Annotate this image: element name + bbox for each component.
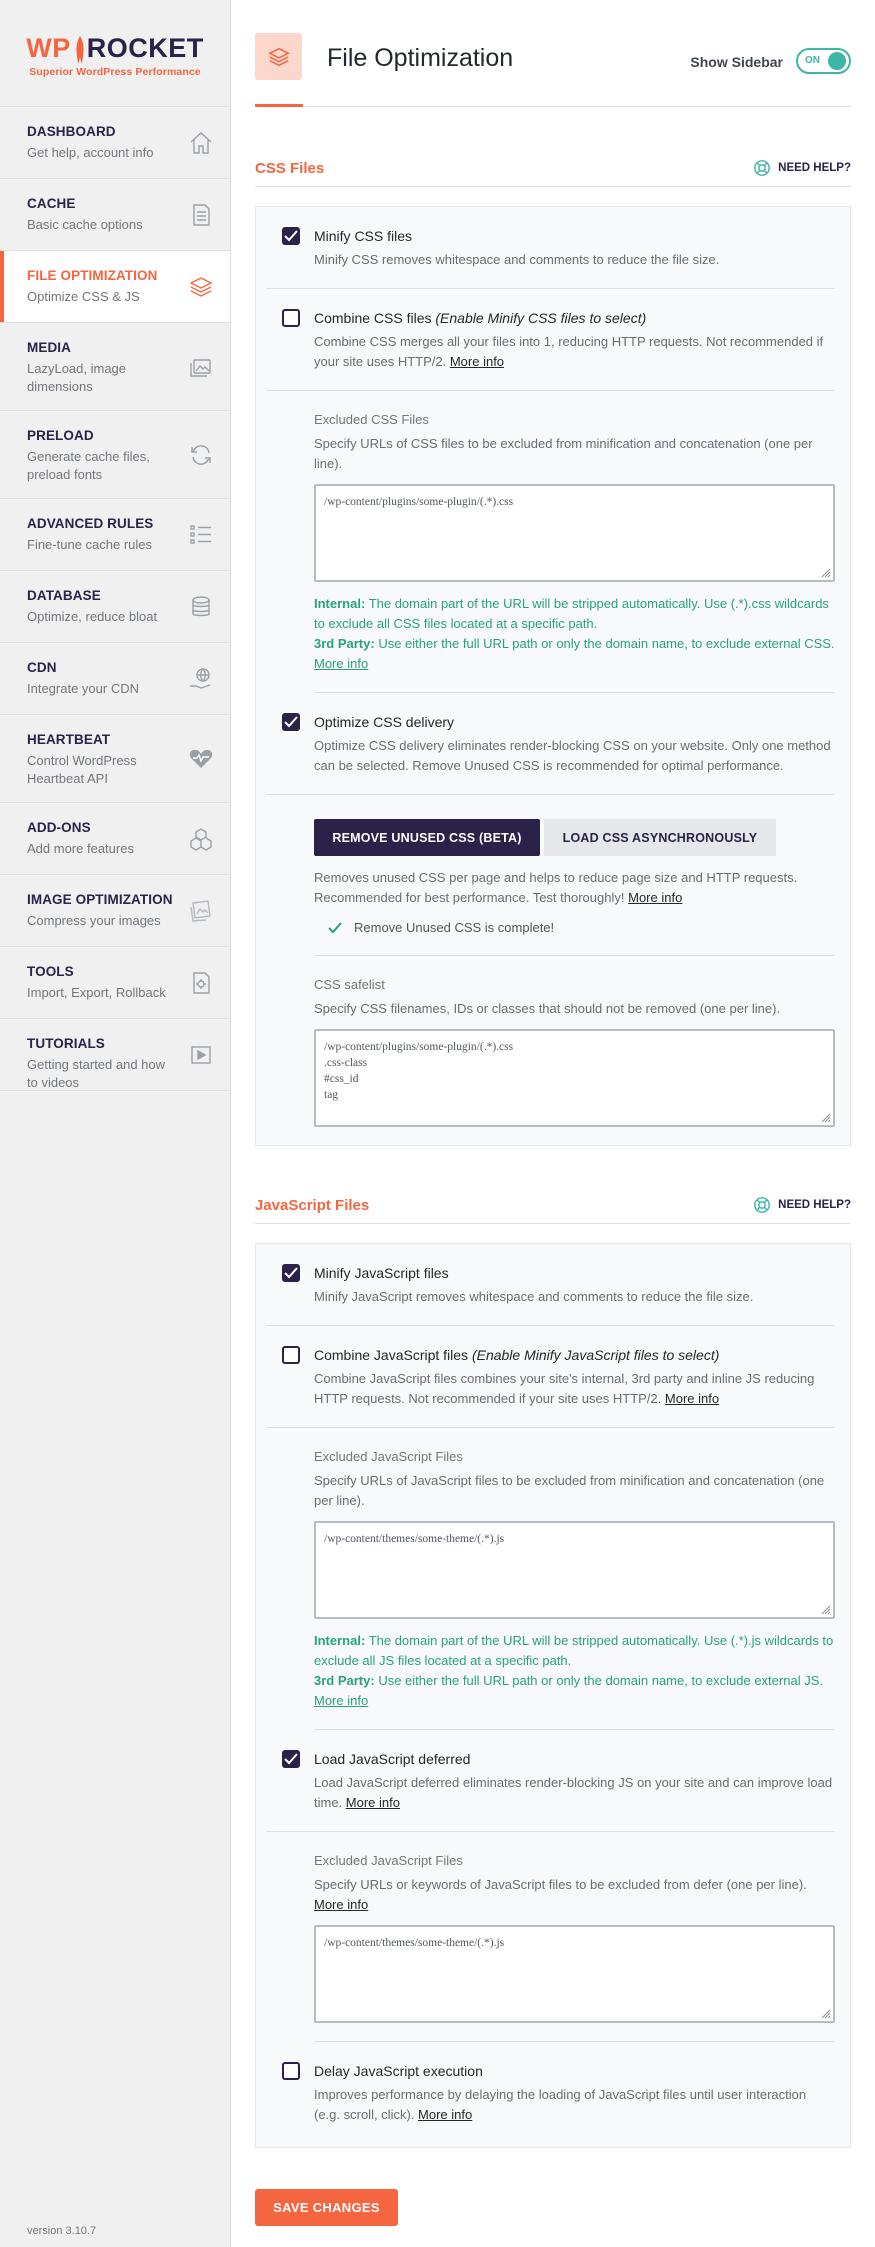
sidebar-item-desc: LazyLoad, image dimensions xyxy=(27,361,127,394)
sidebar-item-database[interactable] xyxy=(0,571,230,643)
header-accent-bar xyxy=(255,104,303,107)
option-desc: Minify CSS removes whitespace and comments to reduce the file size. xyxy=(314,252,720,267)
lifebuoy-icon xyxy=(753,159,771,177)
sidebar-item-advanced-rules[interactable] xyxy=(0,499,230,571)
version-label: version 3.10.7 xyxy=(27,2225,97,2237)
logo-rocket-text: ROCKET xyxy=(86,32,204,63)
sidebar-item-tools[interactable] xyxy=(0,947,230,1019)
sidebar-item-desc: Compress your images xyxy=(27,913,161,928)
option-desc: Optimize CSS delivery eliminates render-blocking CSS on your website. Only one method can be selected. Remove Unused CSS is recommended for optimal performance. xyxy=(314,738,831,773)
optimize-css-delivery-option xyxy=(266,693,835,795)
resize-grip-icon[interactable] xyxy=(821,1605,831,1615)
field-desc: Specify URLs of JavaScript files to be excluded from minification and concatenation (one per line). xyxy=(314,1473,825,1508)
heartbeat-icon xyxy=(188,746,214,772)
combine-css-checkbox[interactable] xyxy=(282,309,300,327)
css-safelist-textarea[interactable]: /wp-content/plugins/some-plugin/(.*).css .css-class #css_id tag xyxy=(314,1029,835,1127)
need-help-label: NEED HELP? xyxy=(778,1199,851,1211)
excluded-css-textarea[interactable]: /wp-content/plugins/some-plugin/(.*).css xyxy=(314,484,835,582)
option-label: Load JavaScript deferred xyxy=(314,1751,471,1767)
section-title: CSS Files xyxy=(255,160,325,177)
sidebar-item-cache[interactable] xyxy=(0,179,230,251)
field-desc: Specify CSS filenames, IDs or classes that should not be removed (one per line). xyxy=(314,1001,781,1016)
wp-rocket-logo[interactable] xyxy=(0,0,230,107)
combine-css-option xyxy=(266,289,835,391)
sidebar-item-desc: Optimize CSS & JS xyxy=(27,289,140,304)
option-desc: Improves performance by delaying the loading of JavaScript files until user interaction (e.g. scroll, click). More info xyxy=(314,2087,807,2122)
toggle-knob xyxy=(828,52,846,70)
tools-icon xyxy=(188,970,214,996)
section-title: JavaScript Files xyxy=(255,1197,370,1214)
optimize-css-delivery-checkbox[interactable] xyxy=(282,713,300,731)
minify-css-checkbox[interactable] xyxy=(282,227,300,245)
excluded-css-field xyxy=(314,391,835,693)
sidebar-item-title: TUTORIALS xyxy=(27,1036,105,1051)
field-label: Excluded CSS Files xyxy=(314,412,429,427)
sidebar-item-file-optimization[interactable] xyxy=(0,251,230,323)
more-info-link[interactable]: More info xyxy=(345,1795,400,1810)
logo-tagline: Superior WordPress Performance xyxy=(29,65,201,78)
sidebar-item-add-ons[interactable] xyxy=(0,803,230,875)
excluded-defer-js-textarea[interactable]: /wp-content/themes/some-theme/(.*).js xyxy=(314,1925,835,2023)
page-title: File Optimization xyxy=(327,44,514,72)
field-label: Excluded JavaScript Files xyxy=(314,1449,463,1464)
sidebar-item-desc: Control WordPress Heartbeat API xyxy=(27,753,137,786)
need-help-label: NEED HELP? xyxy=(778,162,851,174)
show-sidebar-label: Show Sidebar xyxy=(690,54,783,70)
sidebar-item-dashboard[interactable] xyxy=(0,107,230,179)
exclusion-notes: Internal: The domain part of the URL will be stripped automatically. Use (.*).css wildcards to exclude all CSS files located at a specific path. 3rd Party: Use either the full URL path or only the domain name, to exclude external CSS. More info xyxy=(314,596,835,671)
globe-hand-icon xyxy=(188,666,214,692)
file-icon xyxy=(188,202,214,228)
css-delivery-method xyxy=(314,795,835,956)
need-help-link[interactable] xyxy=(753,159,851,177)
main-content xyxy=(255,0,851,2148)
video-icon xyxy=(188,1042,214,1068)
resize-grip-icon[interactable] xyxy=(821,568,831,578)
field-desc: Specify URLs or keywords of JavaScript files to be excluded from defer (one per line). More info xyxy=(314,1877,807,1912)
more-info-link[interactable]: More info xyxy=(449,354,505,369)
option-label: Combine JavaScript files (Enable Minify JavaScript files to select) xyxy=(314,1347,720,1363)
option-label: Combine CSS files (Enable Minify CSS files to select) xyxy=(314,310,647,326)
sidebar-item-title: CACHE xyxy=(27,196,76,211)
boxes-icon xyxy=(188,826,214,852)
list-icon xyxy=(188,522,214,548)
field-label: CSS safelist xyxy=(314,977,385,992)
sidebar-item-title: CDN xyxy=(27,660,57,675)
logo-wp-text: WP xyxy=(26,32,71,63)
css-options-panel xyxy=(255,206,851,1146)
css-section-header xyxy=(255,147,851,187)
more-info-link[interactable]: More info xyxy=(418,2107,473,2122)
rucss-status: Remove Unused CSS is complete! xyxy=(314,920,835,935)
show-sidebar-toggle[interactable] xyxy=(796,48,851,74)
delay-js-option xyxy=(266,2042,835,2147)
sidebar-item-preload[interactable] xyxy=(0,411,230,499)
database-icon xyxy=(188,594,214,620)
option-desc: Combine JavaScript files combines your site's internal, 3rd party and inline JS reducing HTTP requests. Not recommended if your site uses HTTP/2. More info xyxy=(314,1371,815,1406)
option-label: Optimize CSS delivery xyxy=(314,714,455,730)
sidebar-item-cdn[interactable] xyxy=(0,643,230,715)
sidebar-item-tutorials[interactable] xyxy=(0,1019,230,1091)
refresh-icon xyxy=(188,442,214,468)
layers-icon xyxy=(255,33,302,80)
exclusion-notes: Internal: The domain part of the URL will be stripped automatically. Use (.*).js wildcards to exclude all JS files located at a specific path. 3rd Party: Use either the full URL path or only the domain name, to exclude external JS. More info xyxy=(314,1633,834,1708)
home-icon xyxy=(188,130,214,156)
resize-grip-icon[interactable] xyxy=(821,2009,831,2019)
minify-css-option xyxy=(266,207,835,289)
sidebar-item-desc: Generate cache files, preload fonts xyxy=(27,449,150,482)
sidebar-item-title: TOOLS xyxy=(27,964,74,979)
more-info-link[interactable]: More info xyxy=(628,890,683,905)
sidebar-item-desc: Optimize, reduce bloat xyxy=(27,609,158,624)
sidebar-item-desc: Add more features xyxy=(27,841,134,856)
rucss-desc: Removes unused CSS per page and helps to reduce page size and HTTP requests. Recommended for best performance. Test thoroughly! More info xyxy=(314,870,798,905)
js-section-header xyxy=(255,1184,851,1224)
sidebar-item-title: DASHBOARD xyxy=(27,124,116,139)
load-js-deferred-option xyxy=(266,1730,835,1832)
delay-js-checkbox[interactable] xyxy=(282,2062,300,2080)
sidebar-item-title: HEARTBEAT xyxy=(27,732,111,747)
save-changes-button[interactable]: SAVE CHANGES xyxy=(255,2189,398,2226)
more-info-link[interactable]: More info xyxy=(314,656,369,671)
excluded-js-textarea[interactable]: /wp-content/themes/some-theme/(.*).js xyxy=(314,1521,835,1619)
load-js-deferred-checkbox[interactable] xyxy=(282,1750,300,1768)
sidebar-item-title: ADD-ONS xyxy=(27,820,91,835)
image-optimization-icon xyxy=(188,898,214,924)
minify-js-checkbox[interactable] xyxy=(282,1264,300,1282)
combine-js-option xyxy=(266,1326,835,1428)
sidebar-item-desc: Fine-tune cache rules xyxy=(27,537,153,552)
more-info-link[interactable]: More info xyxy=(314,1897,369,1912)
page-header xyxy=(255,0,851,107)
sidebar-item-desc: Integrate your CDN xyxy=(27,681,139,696)
sidebar-item-desc: Getting started and how to videos xyxy=(27,1057,166,1090)
excluded-defer-js-field xyxy=(314,1832,835,2042)
need-help-link[interactable] xyxy=(753,1196,851,1214)
layers-icon xyxy=(188,274,214,300)
option-desc: Load JavaScript deferred eliminates render-blocking JS on your site and can improve load time. More info xyxy=(314,1775,833,1810)
field-desc: Specify URLs of CSS files to be excluded from minification and concatenation (one per line). xyxy=(314,436,813,471)
option-label: Minify CSS files xyxy=(314,228,413,244)
more-info-link[interactable]: More info xyxy=(314,1693,369,1708)
sidebar-item-media[interactable] xyxy=(0,323,230,411)
option-desc: Minify JavaScript removes whitespace and comments to reduce the file size. xyxy=(314,1289,754,1304)
js-options-panel xyxy=(255,1243,851,2148)
toggle-state: ON xyxy=(805,55,820,66)
field-label: Excluded JavaScript Files xyxy=(314,1853,463,1868)
sidebar xyxy=(0,0,231,2247)
css-safelist-field xyxy=(314,956,835,1145)
remove-unused-css-button[interactable]: REMOVE UNUSED CSS (BETA) xyxy=(314,819,540,856)
excluded-js-field xyxy=(314,1428,835,1730)
sidebar-item-title: IMAGE OPTIMIZATION xyxy=(27,892,173,907)
sidebar-item-title: PRELOAD xyxy=(27,428,94,443)
option-desc: Combine CSS merges all your files into 1, reducing HTTP requests. Not recommended if your site uses HTTP/2. More info xyxy=(314,334,824,369)
sidebar-item-title: DATABASE xyxy=(27,588,101,603)
check-icon xyxy=(328,922,342,934)
sidebar-item-title: FILE OPTIMIZATION xyxy=(27,268,158,283)
sidebar-item-title: ADVANCED RULES xyxy=(27,516,154,531)
sidebar-item-desc: Basic cache options xyxy=(27,217,143,232)
rocket-flame-icon xyxy=(75,36,83,62)
minify-js-option xyxy=(266,1244,835,1326)
option-label: Delay JavaScript execution xyxy=(314,2063,483,2079)
sidebar-item-title: MEDIA xyxy=(27,340,71,355)
more-info-link[interactable]: More info xyxy=(664,1391,720,1406)
sidebar-item-desc: Import, Export, Rollback xyxy=(27,985,166,1000)
load-css-async-button[interactable]: LOAD CSS ASYNCHRONOUSLY xyxy=(544,819,776,856)
lifebuoy-icon xyxy=(753,1196,771,1214)
sidebar-item-image-optimization[interactable] xyxy=(0,875,230,947)
images-icon xyxy=(188,354,214,380)
combine-js-checkbox[interactable] xyxy=(282,1346,300,1364)
sidebar-item-heartbeat[interactable] xyxy=(0,715,230,803)
resize-grip-icon[interactable] xyxy=(821,1113,831,1123)
option-label: Minify JavaScript files xyxy=(314,1265,449,1281)
sidebar-item-desc: Get help, account info xyxy=(27,145,154,160)
